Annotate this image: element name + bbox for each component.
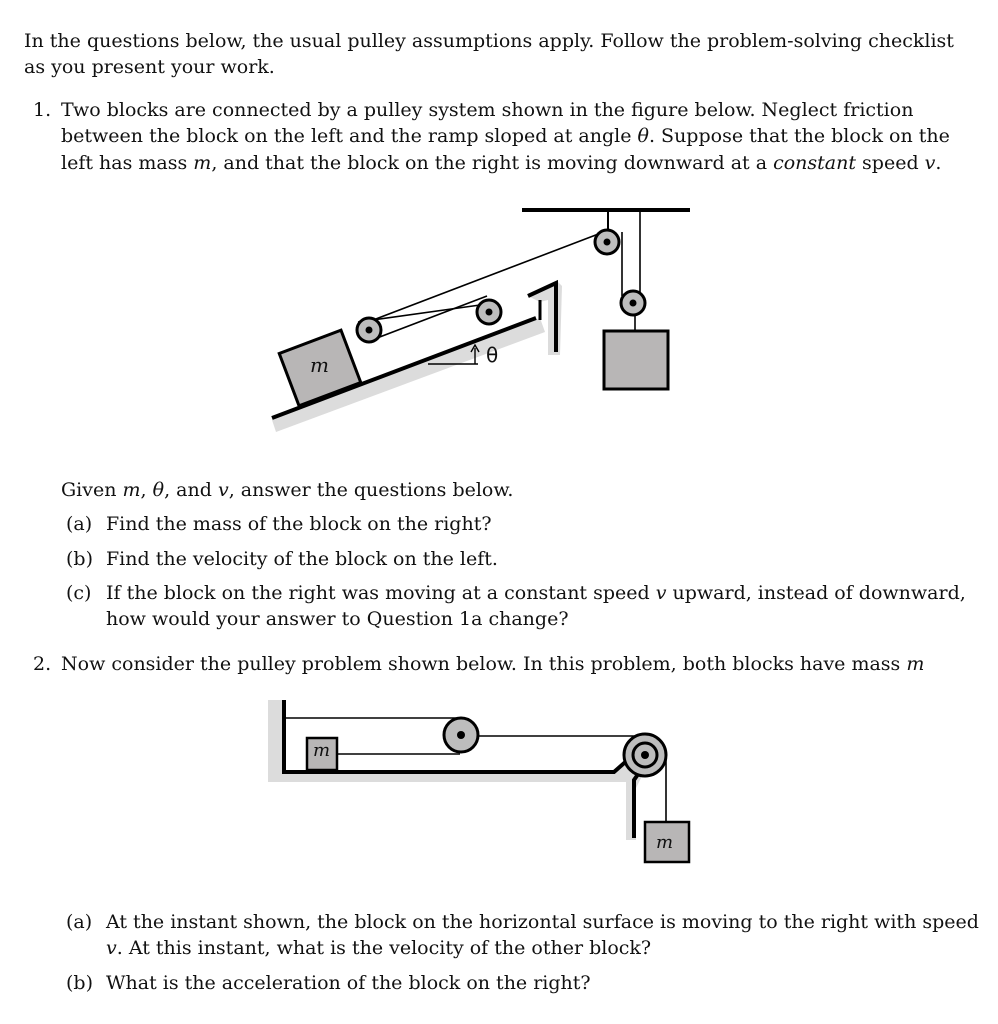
intro-line-1: In the questions below, the usual pulley assumptions apply. Follow the problem-solving checklist xyxy=(24,30,954,52)
q2a-line-1: At the instant shown, the block on the horizontal surface is moving to the right with speed xyxy=(106,911,979,933)
q1-line-1: Two blocks are connected by a pulley system shown in the figure below. Neglect friction xyxy=(61,99,914,121)
q2a-line-2: v. At this instant, what is the velocity of the other block? xyxy=(106,937,652,959)
q1-line-2: between the block on the left and the ramp sloped at angle θ. Suppose that the block on the xyxy=(61,125,950,147)
q2b-text: What is the acceleration of the block on the right? xyxy=(106,972,591,994)
q2-number: 2. xyxy=(33,653,52,675)
q1c-label: (c) xyxy=(66,582,92,604)
q2a-label: (a) xyxy=(66,911,93,933)
q1c-line-1: If the block on the right was moving at a constant speed v upward, instead of downward, xyxy=(106,582,966,604)
q1a-text: Find the mass of the block on the right? xyxy=(106,513,492,535)
figure-1-block-label: m xyxy=(310,353,329,377)
intro-line-2: as you present your work. xyxy=(24,56,275,78)
q1a-label: (a) xyxy=(66,513,93,535)
q2b-label: (b) xyxy=(66,972,93,994)
figure-1-angle-label: θ xyxy=(486,343,499,367)
q2-line-1: Now consider the pulley problem shown below. In this problem, both blocks have mass m xyxy=(61,653,925,675)
q1b-text: Find the velocity of the block on the left. xyxy=(106,548,498,570)
pulley-movable-icon xyxy=(444,718,478,752)
pulley-corner-icon xyxy=(624,734,666,776)
figure-2-right-block-label: m xyxy=(656,832,674,853)
q1-given: Given m, θ, and v, answer the questions below. xyxy=(61,479,514,501)
q1c-line-2: how would your answer to Question 1a change? xyxy=(106,608,569,630)
q1-number: 1. xyxy=(33,99,52,121)
q1b-label: (b) xyxy=(66,548,93,570)
q1-line-3: left has mass m, and that the block on the right is moving downward at a constant speed v. xyxy=(61,152,942,174)
figure-2-left-block-label: m xyxy=(313,740,331,761)
